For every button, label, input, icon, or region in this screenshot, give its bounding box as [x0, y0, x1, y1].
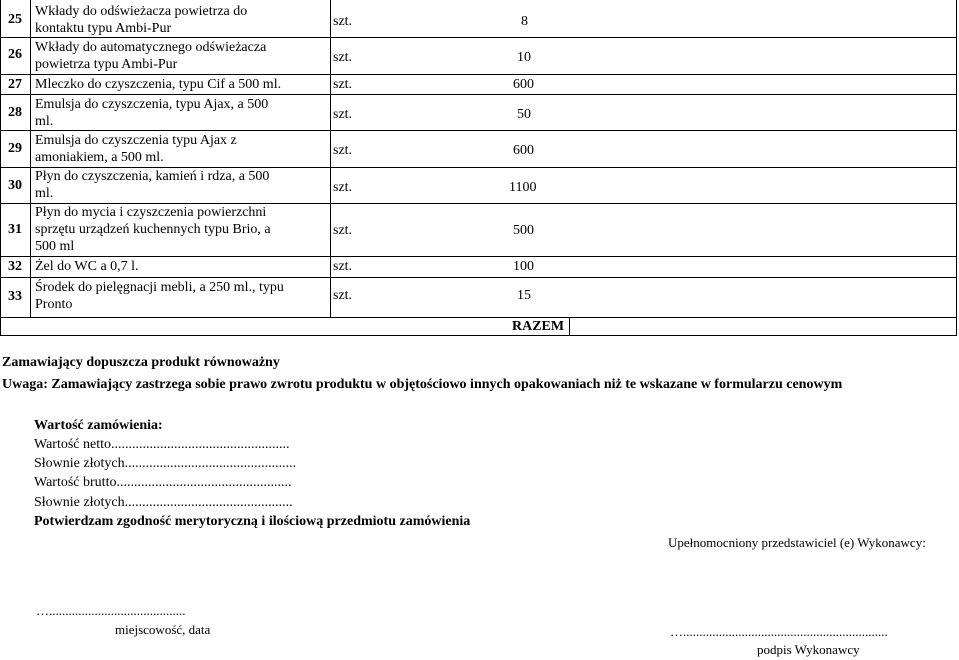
- row-quantity: 600: [513, 77, 534, 92]
- row-number: 29: [8, 141, 22, 156]
- row-number: 26: [8, 47, 22, 62]
- row-name-line: ml.: [35, 186, 54, 201]
- row-name-line: Środek do pielęgnacji mebli, a 250 ml., typu: [35, 280, 284, 295]
- row-number: 25: [8, 12, 22, 27]
- row-name-line: amoniakiem, a 500 ml.: [35, 150, 164, 165]
- row-quantity: 15: [517, 288, 531, 303]
- order-value-heading: Wartość zamówienia:: [34, 418, 163, 433]
- row-quantity: 10: [517, 50, 531, 65]
- value-netto: Wartość netto...................................................: [34, 437, 290, 452]
- row-name-line: Pronto: [35, 297, 73, 312]
- table-row-line: [0, 94, 957, 95]
- row-unit: szt.: [333, 107, 353, 122]
- row-unit: szt.: [333, 180, 353, 195]
- row-unit: szt.: [333, 288, 353, 303]
- table-row-line: [0, 256, 957, 257]
- row-unit: szt.: [333, 259, 353, 274]
- razem-label: RAZEM: [512, 319, 565, 334]
- row-name-line: sprzętu urządzeń kuchennych typu Brio, a: [35, 222, 271, 237]
- table-col-divider-no: [30, 0, 31, 317]
- row-number: 27: [8, 77, 22, 92]
- row-quantity: 600: [513, 143, 534, 158]
- row-unit: szt.: [333, 77, 353, 92]
- signature-dots: …...............................................................: [670, 624, 888, 639]
- table-row-line: [0, 130, 957, 131]
- table-row-line: [0, 277, 957, 278]
- representative-label: Upełnomocniony przedstawiciel (e) Wykonawcy:: [668, 535, 926, 550]
- row-number: 32: [8, 259, 22, 274]
- row-name-line: ml.: [35, 114, 54, 129]
- table-row-line: [0, 74, 957, 75]
- row-quantity: 50: [517, 107, 531, 122]
- row-unit: szt.: [333, 14, 353, 29]
- row-unit: szt.: [333, 143, 353, 158]
- row-name-line: Wkłady do odświeżacza powietrza do: [35, 4, 248, 19]
- value-brutto-words: Słownie złotych................................................: [34, 495, 293, 510]
- confirmation-statement: Potwierdzam zgodność merytoryczną i ilościową przedmiotu zamówienia: [34, 514, 471, 529]
- table-col-divider-razem: [569, 317, 570, 335]
- row-quantity: 8: [521, 14, 528, 29]
- warning-note: Uwaga: Zamawiający zastrzega sobie prawo zwrotu produktu w objętościowo innych opakowaniach niż te wskazane w formularzu cenowym: [2, 377, 843, 392]
- value-netto-words: Słownie złotych.................................................: [34, 456, 297, 471]
- equivalent-note: Zamawiający dopuszcza produkt równoważny: [2, 355, 280, 370]
- row-name-line: Płyn do czyszczenia, kamień i rdza, a 500: [35, 169, 270, 184]
- value-brutto: Wartość brutto..................................................: [34, 475, 292, 490]
- table-row-line: [0, 37, 957, 38]
- row-name-line: Mleczko do czyszczenia, typu Cif a 500 ml.: [35, 77, 282, 92]
- table-row-line: [0, 317, 957, 318]
- row-unit: szt.: [333, 223, 353, 238]
- row-quantity: 500: [513, 223, 534, 238]
- row-name-line: Żel do WC a 0,7 l.: [35, 259, 139, 274]
- table-border-bottom: [0, 335, 957, 336]
- row-number: 31: [8, 222, 22, 237]
- row-quantity: 1100: [509, 180, 537, 195]
- row-name-line: 500 ml: [35, 239, 75, 254]
- row-name-line: kontaktu typu Ambi-Pur: [35, 21, 172, 36]
- row-number: 28: [8, 105, 22, 120]
- row-unit: szt.: [333, 50, 353, 65]
- row-name-line: Emulsja do czyszczenia, typu Ajax, a 500: [35, 97, 269, 112]
- row-name-line: Emulsja do czyszczenia typu Ajax z: [35, 133, 237, 148]
- row-name-line: Wkłady do automatycznego odświeżacza: [35, 40, 267, 55]
- row-number: 33: [8, 289, 22, 304]
- table-col-divider-name: [330, 0, 331, 317]
- row-number: 30: [8, 178, 22, 193]
- row-name-line: powietrza typu Ambi-Pur: [35, 57, 178, 72]
- place-date-label: miejscowość, data: [115, 622, 211, 637]
- row-quantity: 100: [513, 259, 534, 274]
- signature-label: podpis Wykonawcy: [757, 642, 860, 657]
- place-date-dots: …..........................................: [36, 603, 186, 618]
- row-name-line: Płyn do mycia i czyszczenia powierzchni: [35, 205, 267, 220]
